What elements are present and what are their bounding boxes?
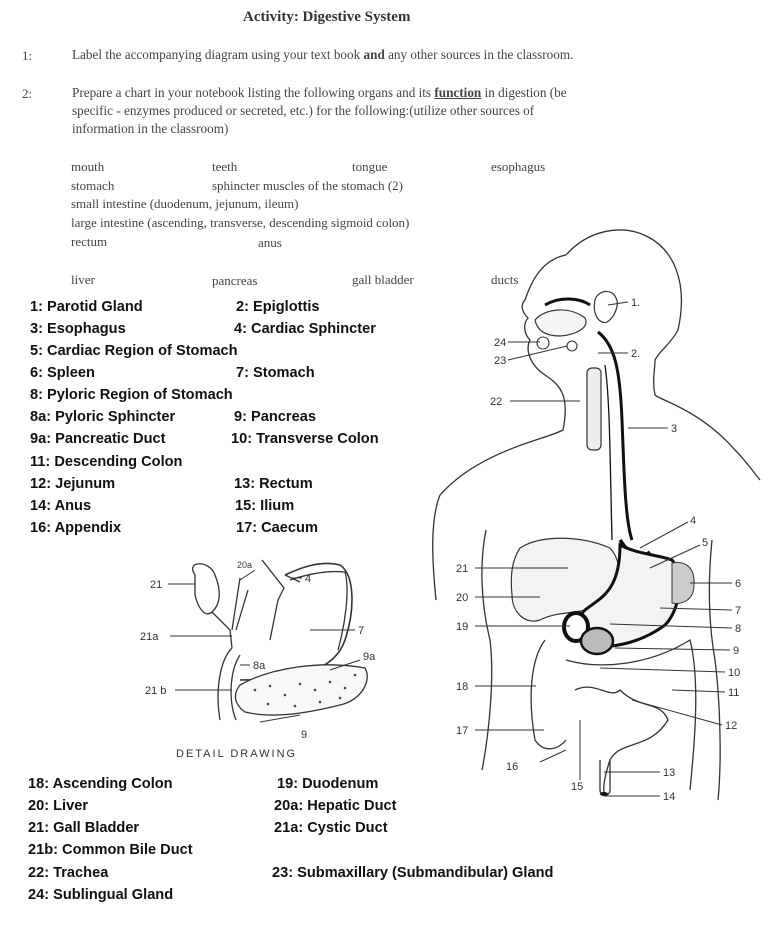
organ-ducts: ducts	[491, 272, 519, 287]
answer-16: 16: Appendix	[30, 520, 122, 536]
label-24: 24	[494, 337, 507, 349]
label-14: 14	[663, 791, 676, 803]
label-8: 8	[735, 623, 742, 635]
instruction-1-text-post: any other sources in the classroom.	[384, 47, 574, 62]
answer-21b: 21b: Common Bile Duct	[28, 842, 193, 858]
answer-8a: 8a: Pyloric Sphincter	[30, 409, 176, 425]
answer-3: 3: Esophagus	[30, 321, 126, 337]
answer-5: 5: Cardiac Region of Stomach	[30, 343, 238, 359]
label-9: 9	[733, 645, 740, 657]
answer-1: 1: Parotid Gland	[30, 299, 143, 315]
organ-stomach: stomach	[71, 178, 115, 193]
detail-caption: DETAIL DRAWING	[176, 748, 298, 760]
detail-label-21b: 21 b	[145, 685, 167, 697]
answer-20: 20: Liver	[28, 798, 89, 814]
instruction-2-number: 2:	[22, 86, 33, 101]
answer-19: 19: Duodenum	[277, 776, 379, 792]
answer-7: 7: Stomach	[236, 365, 315, 381]
answer-6: 6: Spleen	[30, 365, 95, 381]
instruction-1-text	[72, 46, 573, 64]
organ-mouth: mouth	[71, 159, 105, 174]
answer-24: 24: Sublingual Gland	[28, 887, 174, 903]
label-16: 16	[506, 761, 519, 773]
detail-label-21: 21	[150, 579, 163, 591]
answer-9: 9: Pancreas	[234, 409, 316, 425]
answer-15: 15: Ilium	[235, 498, 295, 514]
organ-pancreas: pancreas	[212, 273, 258, 288]
label-13: 13	[663, 767, 676, 779]
answer-12: 12: Jejunum	[30, 476, 116, 492]
detail-label-4: 4	[305, 573, 312, 585]
label-6: 6	[735, 578, 742, 590]
organ-small-intestine: small intestine (duodenum, jejunum, ileum)	[71, 196, 299, 211]
answer-2: 2: Epiglottis	[236, 299, 320, 315]
answer-14: 14: Anus	[30, 498, 92, 514]
organ-esophagus: esophagus	[491, 159, 546, 174]
answer-11: 11: Descending Colon	[30, 454, 183, 470]
detail-drawing	[120, 555, 400, 765]
label-11: 11	[728, 687, 740, 699]
answer-23: 23: Submaxillary (Submandibular) Gland	[272, 865, 554, 881]
organ-tongue: tongue	[352, 159, 388, 174]
detail-label-9a: 9a	[363, 651, 376, 663]
answer-8: 8: Pyloric Region of Stomach	[30, 387, 233, 403]
answer-13: 13: Rectum	[234, 476, 313, 492]
answer-9a: 9a: Pancreatic Duct	[30, 431, 166, 447]
instruction-1-number: 1:	[22, 48, 33, 63]
organ-rectum: rectum	[71, 234, 108, 249]
instruction-2-line-1	[72, 84, 567, 102]
organ-gall-bladder: gall bladder	[352, 272, 414, 287]
label-19: 19	[456, 621, 469, 633]
instruction-2-underlined: function	[434, 85, 482, 100]
label-20: 20	[456, 592, 469, 604]
detail-label-9: 9	[301, 729, 308, 741]
organ-anus: anus	[258, 235, 282, 250]
instruction-2-line-1-pre: Prepare a chart in your notebook listing the following organs and its	[72, 85, 435, 100]
label-21: 21	[456, 563, 469, 575]
answer-21a: 21a: Cystic Duct	[274, 820, 388, 836]
answer-21: 21: Gall Bladder	[28, 820, 140, 836]
answer-22: 22: Trachea	[28, 865, 109, 881]
instruction-2-line-1-post: in digestion (be	[481, 85, 567, 100]
label-5: 5	[702, 537, 709, 549]
detail-label-7: 7	[358, 625, 365, 637]
answer-17: 17: Caecum	[236, 520, 318, 536]
instruction-2-text	[72, 84, 567, 138]
label-7: 7	[735, 605, 742, 617]
instruction-1-bold: and	[363, 47, 385, 62]
label-18: 18	[456, 681, 469, 693]
label-12: 12	[725, 720, 738, 732]
organ-sphincter: sphincter muscles of the stomach (2)	[212, 178, 403, 193]
answer-10: 10: Transverse Colon	[231, 431, 379, 447]
label-15: 15	[571, 781, 584, 793]
detail-label-8a: 8a	[253, 660, 266, 672]
answer-4: 4: Cardiac Sphincter	[234, 321, 376, 337]
label-17: 17	[456, 725, 469, 737]
detail-label-21a: 21a	[140, 631, 159, 643]
answer-18: 18: Ascending Colon	[28, 776, 173, 792]
instruction-2-line-3: information in the classroom)	[72, 121, 229, 136]
label-3: 3	[671, 423, 678, 435]
main-diagram	[420, 210, 768, 810]
organ-large-intestine: large intestine (ascending, transverse, descending sigmoid colon)	[71, 215, 410, 230]
label-4: 4	[690, 515, 697, 527]
label-10: 10	[728, 667, 741, 679]
organ-liver: liver	[71, 272, 95, 287]
answer-20a: 20a: Hepatic Duct	[274, 798, 397, 814]
label-23: 23	[494, 355, 507, 367]
detail-label-20a: 20a	[237, 560, 253, 570]
label-22: 22	[490, 396, 503, 408]
organ-teeth: teeth	[212, 159, 238, 174]
page-title: Activity: Digestive System	[243, 9, 411, 25]
instruction-1-text-pre: Label the accompanying diagram using your text book	[72, 47, 364, 62]
instruction-2-line-2: specific - enzymes produced or secreted, etc.) for the following:(utilize other sources of	[72, 103, 535, 118]
label-1: 1.	[631, 297, 641, 309]
label-2: 2.	[631, 348, 641, 360]
